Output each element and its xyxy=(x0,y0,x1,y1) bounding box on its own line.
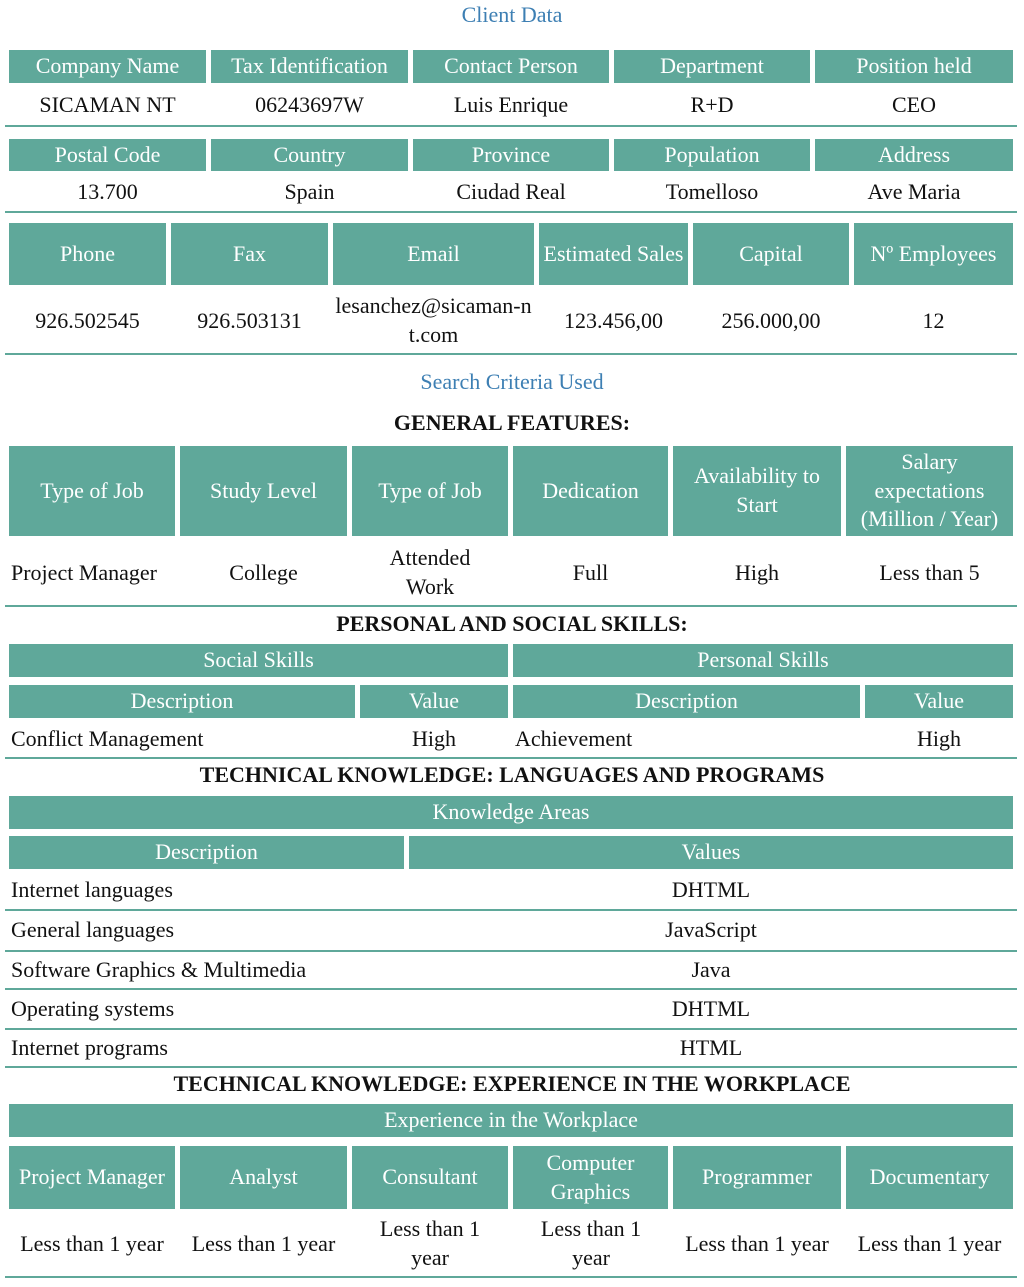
value-type-of-job-2: Attended Work xyxy=(389,545,471,599)
header-exp-programmer: Programmer xyxy=(673,1146,841,1209)
header-capital: Capital xyxy=(693,223,849,285)
value-dedication: Full xyxy=(572,559,609,585)
value-province: Ciudad Real xyxy=(456,178,566,204)
header-exp-project-manager: Project Manager xyxy=(9,1146,175,1209)
header-availability: Availability to Start xyxy=(673,446,841,536)
header-province: Province xyxy=(413,139,609,171)
knowledge-value-3: Java xyxy=(691,956,731,982)
value-estimated-sales: 123.456,00 xyxy=(564,307,663,333)
header-knowledge-values: Values xyxy=(409,836,1013,869)
divider xyxy=(5,605,1017,607)
value-fax: 926.503131 xyxy=(197,307,302,333)
value-tax-identification: 06243697W xyxy=(255,91,364,117)
value-position-held: CEO xyxy=(892,91,936,117)
header-exp-documentary: Documentary xyxy=(846,1146,1013,1209)
value-social-description: Conflict Management xyxy=(11,725,204,751)
header-knowledge-description: Description xyxy=(9,836,404,869)
header-address: Address xyxy=(815,139,1013,171)
header-dedication: Dedication xyxy=(513,446,668,536)
value-availability: High xyxy=(735,559,779,585)
knowledge-desc-4: Operating systems xyxy=(11,995,175,1021)
header-email: Email xyxy=(333,223,534,285)
divider xyxy=(5,757,1017,759)
value-contact-person: Luis Enrique xyxy=(453,91,569,117)
experience-title: TECHNICAL KNOWLEDGE: EXPERIENCE IN THE WORKPLACE xyxy=(173,1071,851,1096)
header-salary-expectations: Salary expectations (Million / Year) xyxy=(846,446,1013,536)
knowledge-desc-3: Software Graphics & Multimedia xyxy=(11,956,307,982)
header-department: Department xyxy=(614,50,810,83)
knowledge-desc-5: Internet programs xyxy=(11,1034,168,1060)
header-study-level: Study Level xyxy=(180,446,347,536)
header-fax: Fax xyxy=(171,223,328,285)
header-personal-skills: Personal Skills xyxy=(513,644,1013,677)
search-criteria-title: Search Criteria Used xyxy=(420,369,604,394)
divider xyxy=(5,1066,1017,1068)
value-department: R+D xyxy=(690,91,734,117)
knowledge-desc-2: General languages xyxy=(11,916,175,942)
value-exp-computer-graphics: Less than 1 year xyxy=(540,1216,642,1270)
header-social-skills: Social Skills xyxy=(9,644,508,677)
value-personal-value: High xyxy=(917,725,961,751)
value-salary-expectations: Less than 5 xyxy=(879,559,980,585)
header-personal-value: Value xyxy=(865,685,1013,718)
tech-knowledge-title: TECHNICAL KNOWLEDGE: LANGUAGES AND PROGRAMS xyxy=(199,762,825,787)
value-personal-description: Achievement xyxy=(515,725,633,751)
value-social-value: High xyxy=(412,725,456,751)
header-company-name: Company Name xyxy=(9,50,206,83)
knowledge-value-4: DHTML xyxy=(671,995,751,1021)
value-exp-documentary: Less than 1 year xyxy=(857,1230,1002,1256)
client-data-title: Client Data xyxy=(461,2,563,27)
general-features-title: GENERAL FEATURES: xyxy=(393,410,631,435)
value-exp-analyst: Less than 1 year xyxy=(191,1230,336,1256)
knowledge-value-2: JavaScript xyxy=(665,916,757,942)
header-experience: Experience in the Workplace xyxy=(9,1104,1013,1137)
value-postal-code: 13.700 xyxy=(77,178,138,204)
value-phone: 926.502545 xyxy=(35,307,140,333)
header-population: Population xyxy=(614,139,810,171)
header-employees: Nº Employees xyxy=(854,223,1013,285)
header-type-of-job: Type of Job xyxy=(9,446,175,536)
header-contact-person: Contact Person xyxy=(413,50,609,83)
value-exp-programmer: Less than 1 year xyxy=(685,1230,829,1256)
knowledge-desc-1: Internet languages xyxy=(11,876,173,902)
header-postal-code: Postal Code xyxy=(9,139,206,171)
skills-title: PERSONAL AND SOCIAL SKILLS: xyxy=(336,611,688,636)
header-exp-analyst: Analyst xyxy=(180,1146,347,1209)
header-exp-computer-graphics: Computer Graphics xyxy=(513,1146,668,1209)
knowledge-value-1: DHTML xyxy=(671,876,751,902)
divider xyxy=(5,125,1017,127)
divider xyxy=(5,353,1017,355)
value-country: Spain xyxy=(284,178,335,204)
value-employees: 12 xyxy=(922,307,945,333)
value-address: Ave Maria xyxy=(867,178,961,204)
value-capital: 256.000,00 xyxy=(721,307,821,333)
header-social-description: Description xyxy=(9,685,355,718)
value-exp-project-manager: Less than 1 year xyxy=(20,1230,164,1256)
header-exp-consultant: Consultant xyxy=(352,1146,508,1209)
knowledge-value-5: HTML xyxy=(679,1034,743,1060)
value-type-of-job: Project Manager xyxy=(11,559,157,585)
value-company-name: SICAMAN NT xyxy=(39,91,176,117)
header-knowledge-areas: Knowledge Areas xyxy=(9,796,1013,829)
value-population: Tomelloso xyxy=(665,178,759,204)
value-study-level: College xyxy=(229,559,298,585)
header-personal-description: Description xyxy=(513,685,860,718)
divider xyxy=(5,211,1017,213)
header-phone: Phone xyxy=(9,223,166,285)
divider xyxy=(5,1276,1017,1278)
header-position-held: Position held xyxy=(815,50,1013,83)
header-tax-identification: Tax Identification xyxy=(211,50,408,83)
header-estimated-sales: Estimated Sales xyxy=(539,223,688,285)
header-social-value: Value xyxy=(360,685,508,718)
value-email: lesanchez@sicaman-nt.com xyxy=(335,293,532,347)
header-country: Country xyxy=(211,139,408,171)
value-exp-consultant: Less than 1 year xyxy=(379,1216,481,1270)
header-type-of-job-2: Type of Job xyxy=(352,446,508,536)
